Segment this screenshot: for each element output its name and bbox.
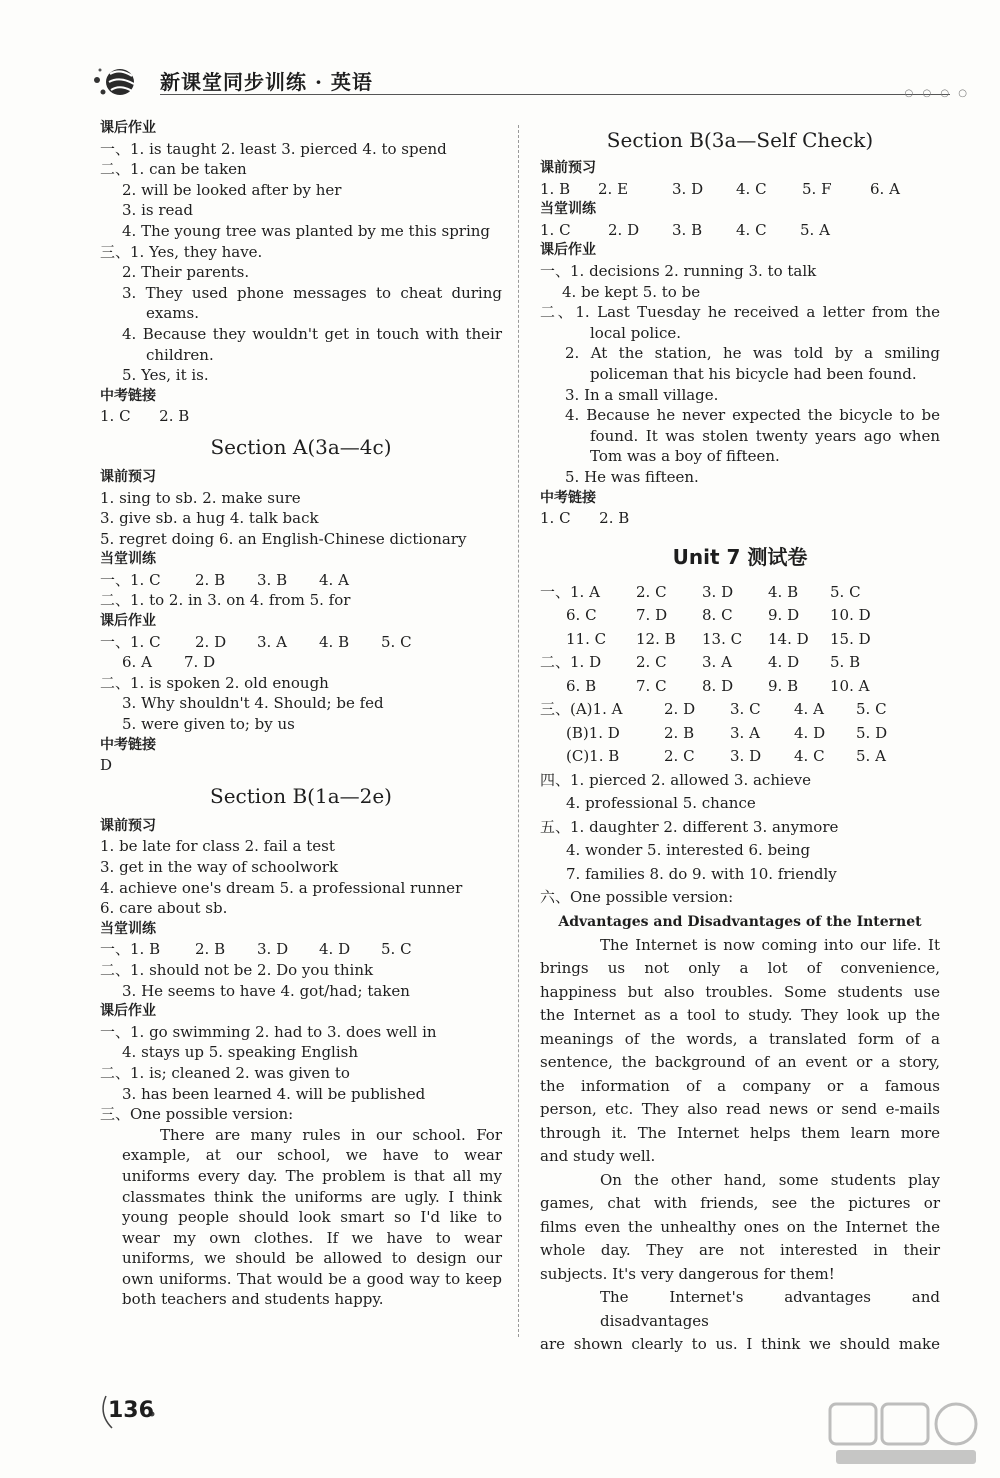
answer-line: 2. will be looked after by her xyxy=(122,180,342,199)
answer-line: 4. be kept 5. to be xyxy=(562,282,701,301)
answer-line: 3. Why shouldn't 4. Should; be fed xyxy=(122,694,384,713)
answer-line: 1. sing to sb. 2. make sure xyxy=(100,488,301,507)
answer-line: 6. care about sb. xyxy=(100,899,228,918)
heading-dangtang: 当堂训练 xyxy=(540,201,596,218)
answer-line: 7. families 8. do 9. with 10. friendly xyxy=(566,864,837,883)
answer-line: 2. At the station, he was told by a smiling xyxy=(565,344,940,363)
answer-line: 3. In a small village. xyxy=(565,385,719,404)
answer-line: found. It was stolen twenty years ago when xyxy=(590,426,940,445)
answer-line: 二、1. is spoken 2. old enough xyxy=(100,673,329,692)
unit-answers xyxy=(540,581,940,910)
answer-line: 4. Because he never expected the bicycle to be xyxy=(565,406,940,425)
book-logo-icon xyxy=(90,60,138,102)
answer-row: 一、1. C 2. D 3. A 4. B 5. C xyxy=(100,632,412,651)
answer-row: 一、1. B 2. B 3. D 4. D 5. C xyxy=(100,940,412,959)
heading-zhongkao: 中考链接 xyxy=(100,387,156,404)
answer-row: 6. A 7. D xyxy=(122,653,216,672)
heading-keqian: 课前预习 xyxy=(540,160,596,176)
answer-row: 6. C 7. D 8. C 9. D 10. D xyxy=(566,606,871,625)
answer-row: 一、1. C 2. B 3. B 4. A xyxy=(100,570,349,589)
answer-line: 5. Yes, it is. xyxy=(122,366,209,385)
column-divider xyxy=(518,125,519,1337)
answer-line: 一、1. is taught 2. least 3. pierced 4. to spend xyxy=(100,139,447,158)
heading-keqian: 课前预习 xyxy=(100,468,156,485)
answer-line: 3. get in the way of schoolwork xyxy=(100,858,339,876)
answer-row: 1. C 2. D 3. B 4. C 5. A xyxy=(540,220,830,239)
answer-row: 三、(A)1. A 2. D 3. C 4. A 5. C xyxy=(540,700,887,719)
answer-line: Tom was a boy of fifteen. xyxy=(590,447,780,466)
answer-line: 4. stays up 5. speaking English xyxy=(122,1043,359,1062)
unit-test-title: Unit 7 测试卷 xyxy=(672,544,808,569)
answer-row: 1. B 2. E 3. D 4. C 5. F 6. A xyxy=(540,179,900,198)
answer-line: children. xyxy=(146,345,214,364)
header-dots: ○ ○ ○ ○ xyxy=(904,88,970,99)
section-title: Section A(3a—4c) xyxy=(210,434,392,459)
heading-dangtang: 当堂训练 xyxy=(100,551,156,568)
answer-line: 4. wonder 5. interested 6. being xyxy=(566,841,811,860)
heading-zhongkao: 中考链接 xyxy=(100,736,156,753)
essay-title: Advantages and Disadvantages of the Internet xyxy=(558,913,922,930)
answer-line: 一、1. go swimming 2. had to 3. does well in xyxy=(100,1022,437,1041)
answer-row: (B)1. D 2. B 3. A 4. D 5. D xyxy=(566,723,888,742)
answer-line: 五、1. daughter 2. different 3. anymore xyxy=(540,817,839,836)
answer-line: 3. give sb. a hug 4. talk back xyxy=(100,509,319,528)
heading-dangtang: 当堂训练 xyxy=(100,920,156,937)
answer-line: 1. C 2. B xyxy=(540,509,630,528)
answer-line: 四、1. pierced 2. allowed 3. achieve xyxy=(540,770,812,789)
section-title: Section B(1a—2e) xyxy=(210,783,392,808)
answer-line: 二、1. should not be 2. Do you think xyxy=(100,960,374,979)
heading-kehou: 课后作业 xyxy=(540,242,596,259)
heading-zhongkao: 中考链接 xyxy=(540,489,596,506)
answer-line: 5. He was fifteen. xyxy=(565,467,699,486)
heading-keqian: 课前预习 xyxy=(100,817,156,834)
answer-line: exams. xyxy=(146,304,199,323)
section-title: Section B(3a—Self Check) xyxy=(606,128,874,152)
answer-line: 4. professional 5. chance xyxy=(566,794,756,813)
answer-line: 5. were given to; by us xyxy=(122,715,295,734)
answer-line: 二、1. is; cleaned 2. was given to xyxy=(100,1063,350,1082)
answer-line: 二、1. to 2. in 3. on 4. from 5. for xyxy=(100,591,351,610)
answer-line: 5. regret doing 6. an English-Chinese dictionary xyxy=(100,529,467,548)
essay-paragraph: The Internet's advantages and disadvantages are shown clearly to us. I think we should make xyxy=(540,1288,940,1354)
answer-line: 4. achieve one's dream 5. a professional runner xyxy=(100,878,463,897)
watermark-logo-icon xyxy=(826,1400,986,1470)
header-rule xyxy=(160,94,950,95)
answer-line: 三、1. Yes, they have. xyxy=(100,242,263,261)
essay-paragraph: On the other hand, some students play games, chat with friends, see the pictures or films even the unhealthy ones on the Internet the whole day. They are not interested in their subjects. It's very dangerous for them! xyxy=(540,1170,940,1283)
answer-line: 3. has been learned 4. will be published xyxy=(122,1084,426,1103)
answer-line: policeman that his bicycle had been found. xyxy=(590,364,917,383)
answer-row: 二、1. D 2. C 3. A 4. D 5. B xyxy=(540,653,861,672)
answer-line: 1. be late for class 2. fail a test xyxy=(100,837,335,856)
answer-line: 三、One possible version: xyxy=(100,1105,294,1124)
heading-kehou: 课后作业 xyxy=(100,613,156,630)
heading-kehou: 课后作业 xyxy=(100,120,156,136)
answer-line: 二、1. Last Tuesday he received a letter from the xyxy=(540,303,940,322)
answer-line: D xyxy=(100,756,113,775)
essay-paragraph: The Internet is now coming into our life. It brings us not only a lot of convenience, happiness but also troubles. Some students use the Internet as a tool to study. They look up the meanings of the words, a translated form of a sentence, the background of an event or a story, the information of a company or a famous person, etc. They also read news or send e-mails through it. The Internet helps them learn more and study well. xyxy=(540,935,940,1166)
page-header xyxy=(90,60,970,104)
answer-line: 2. Their parents. xyxy=(122,263,250,282)
page-number: 136 xyxy=(100,1392,160,1432)
left-column xyxy=(100,118,502,1310)
answer-row: 一、1. A 2. C 3. D 4. B 5. C xyxy=(540,582,861,601)
answer-row: 11. C 12. B 13. C 14. D 15. D xyxy=(566,629,871,648)
answer-line: 3. They used phone messages to cheat during xyxy=(122,283,502,302)
header-title: 新课堂同步训练 · 英语 xyxy=(160,70,373,94)
answer-line: 4. Because they wouldn't get in touch with their xyxy=(122,324,502,343)
answer-line: 3. is read xyxy=(122,201,193,220)
answer-row: (C)1. B 2. C 3. D 4. C 5. A xyxy=(566,747,886,766)
right-column xyxy=(540,122,940,1357)
answer-line: 1. C 2. B xyxy=(100,407,190,426)
answer-line: 4. The young tree was planted by me this spring xyxy=(122,221,491,240)
heading-kehou: 课后作业 xyxy=(100,1003,156,1020)
answer-line: local police. xyxy=(590,323,682,342)
answer-line: 二、1. can be taken xyxy=(100,160,247,179)
essay-paragraph: There are many rules in our school. For example, at our school, we have to wear uniforms every day. The problem is that all my classmates think the uniforms are ugly. I think young people should look smart so I'd like to wear my own clothes. If we have to wear uniforms, we should be allowed to design our own uniforms. That would be a good way to keep both teachers and students happy. xyxy=(122,1125,502,1309)
answer-row: 6. B 7. C 8. D 9. B 10. A xyxy=(566,676,870,695)
answer-line: 一、1. decisions 2. running 3. to talk xyxy=(540,261,817,280)
answer-line: 3. He seems to have 4. got/had; taken xyxy=(122,981,410,1000)
answer-line: 六、One possible version: xyxy=(540,888,734,907)
